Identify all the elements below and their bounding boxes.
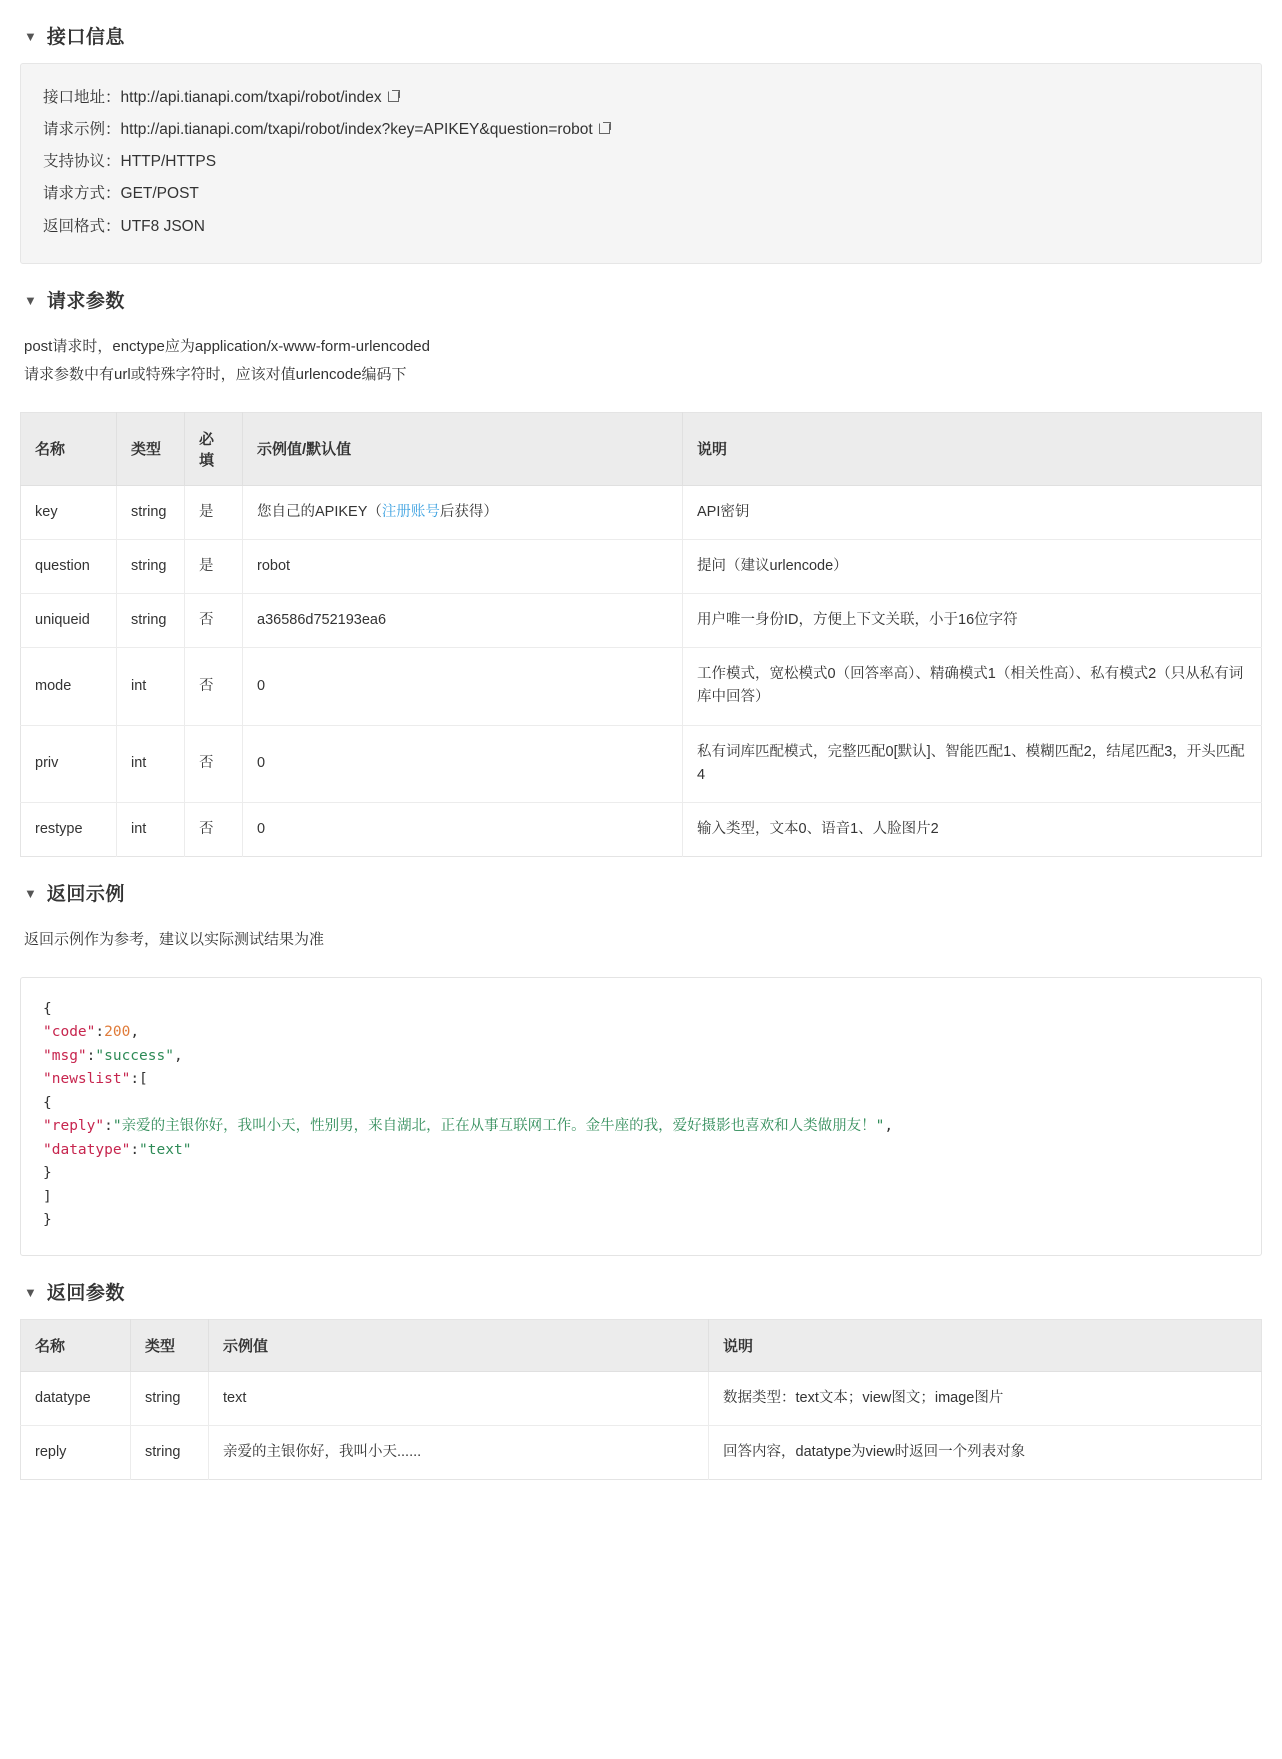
column-header-required: 必填 xyxy=(185,412,243,485)
section-header-response-params[interactable] xyxy=(20,1256,1262,1319)
column-header-example: 示例值 xyxy=(209,1319,709,1371)
external-link-icon[interactable] xyxy=(599,122,611,134)
column-header-description: 说明 xyxy=(683,412,1262,485)
cell-example: 0 xyxy=(243,725,683,802)
info-label: 支持协议： xyxy=(43,153,121,171)
register-account-link[interactable]: 注册账号 xyxy=(381,503,440,520)
code-line xyxy=(43,1139,1239,1162)
example-prefix-text: 您自己的APIKEY（ xyxy=(257,503,382,520)
cell-required: 否 xyxy=(185,725,243,802)
cell-description: 私有词库匹配模式，完整匹配0[默认]、智能匹配1、模糊匹配2，结尾匹配3，开头匹配4 xyxy=(683,725,1262,802)
cell-name: question xyxy=(21,539,117,593)
cell-description: 数据类型：text文本；view图文；image图片 xyxy=(709,1371,1262,1425)
cell-required: 否 xyxy=(185,594,243,648)
request-params-notes xyxy=(20,333,1262,390)
code-token: ] xyxy=(43,1188,52,1205)
column-header-example: 示例值/默认值 xyxy=(243,412,683,485)
table-row xyxy=(21,1371,1262,1425)
note-line: post请求时，enctype应为application/x-www-form-urlencoded xyxy=(24,337,430,355)
info-row xyxy=(43,211,1239,243)
table-row xyxy=(21,539,1262,593)
cell-type: string xyxy=(131,1371,209,1425)
info-row xyxy=(43,178,1239,210)
cell-name: reply xyxy=(21,1425,131,1479)
cell-type: int xyxy=(117,648,185,725)
table-row xyxy=(21,648,1262,725)
chevron-down-icon[interactable]: ▼ xyxy=(24,886,37,902)
chevron-down-icon[interactable]: ▼ xyxy=(24,1284,37,1300)
code-token: : xyxy=(130,1141,140,1158)
code-line xyxy=(43,1186,1239,1209)
table-row xyxy=(21,485,1262,539)
column-header-name: 名称 xyxy=(21,412,117,485)
cell-example: text xyxy=(209,1371,709,1425)
code-token: "text" xyxy=(139,1141,192,1158)
code-token: , xyxy=(884,1118,894,1135)
code-token: "亲爱的主银你好，我叫小天，性别男，来自湖北，正在从事互联网工作。金牛座的我，爱好摄影也喜欢和人类做朋友！" xyxy=(112,1118,885,1135)
response-params-table xyxy=(20,1319,1262,1480)
cell-description: 提问（建议urlencode） xyxy=(683,539,1262,593)
response-example-code xyxy=(20,977,1262,1256)
response-example-notes xyxy=(20,926,1262,955)
section-title-request-params: 请求参数 xyxy=(46,290,125,312)
table-row xyxy=(21,594,1262,648)
interface-info-box xyxy=(20,63,1262,264)
code-token: { xyxy=(43,1000,52,1017)
table-header-row xyxy=(21,1319,1262,1371)
code-line xyxy=(43,1021,1239,1044)
code-token: :[ xyxy=(130,1071,148,1088)
info-label: 请求示例： xyxy=(43,121,121,139)
code-token: } xyxy=(43,1165,52,1182)
cell-description: 工作模式，宽松模式0（回答率高）、精确模式1（相关性高）、私有模式2（只从私有词库中回答） xyxy=(683,648,1262,725)
code-line xyxy=(43,1092,1239,1115)
info-value: HTTP/HTTPS xyxy=(120,153,217,171)
cell-name: uniqueid xyxy=(21,594,117,648)
cell-required: 否 xyxy=(185,803,243,857)
section-title-interface-info: 接口信息 xyxy=(46,27,125,48)
code-token: "newslist" xyxy=(43,1071,131,1088)
info-row xyxy=(43,146,1239,178)
code-token: : xyxy=(104,1118,113,1135)
column-header-name: 名称 xyxy=(21,1319,131,1371)
code-token: "datatype" xyxy=(43,1141,131,1158)
info-value[interactable]: http://api.tianapi.com/txapi/robot/index xyxy=(120,89,382,106)
chevron-down-icon[interactable]: ▼ xyxy=(24,292,37,308)
chevron-down-icon[interactable]: ▼ xyxy=(24,29,37,44)
example-suffix-text: 后获得） xyxy=(439,503,498,520)
cell-required: 是 xyxy=(185,485,243,539)
column-header-type: 类型 xyxy=(131,1319,209,1371)
info-value[interactable]: http://api.tianapi.com/txapi/robot/index?key=APIKEY&question=robot xyxy=(120,121,593,139)
table-row xyxy=(21,803,1262,857)
code-line xyxy=(43,1068,1239,1091)
code-line xyxy=(43,998,1239,1021)
cell-description: API密钥 xyxy=(683,485,1262,539)
cell-description: 输入类型，文本0、语音1、人脸图片2 xyxy=(697,821,939,838)
cell-type: string xyxy=(117,539,185,593)
section-header-request-params[interactable] xyxy=(20,264,1262,327)
section-header-response-example[interactable] xyxy=(20,857,1262,920)
info-row xyxy=(43,114,1239,146)
note-line: 返回示例作为参考，建议以实际测试结果为准 xyxy=(24,931,325,949)
code-line xyxy=(43,1162,1239,1185)
section-header-interface-info[interactable] xyxy=(20,0,1262,63)
cell-type: string xyxy=(117,485,185,539)
code-token: , xyxy=(130,1024,140,1041)
section-title-response-example: 返回示例 xyxy=(46,884,125,906)
table-row xyxy=(21,725,1262,802)
cell-name: key xyxy=(21,485,117,539)
info-value: GET/POST xyxy=(120,185,199,203)
info-label: 请求方式： xyxy=(43,185,121,203)
info-row xyxy=(43,82,1239,114)
cell-name: datatype xyxy=(21,1371,131,1425)
request-params-table xyxy=(20,412,1262,858)
code-token: : xyxy=(95,1024,105,1041)
code-token: : xyxy=(86,1047,96,1064)
code-token: 200 xyxy=(104,1024,131,1041)
cell-type: int xyxy=(117,803,185,857)
code-line xyxy=(43,1209,1239,1232)
cell-example: 0 xyxy=(243,648,683,725)
cell-required: 是 xyxy=(185,539,243,593)
external-link-icon[interactable] xyxy=(388,90,400,102)
cell-description: 回答内容，datatype为view时返回一个列表对象 xyxy=(723,1443,1026,1460)
info-label: 返回格式： xyxy=(43,217,121,235)
info-label: 接口地址： xyxy=(43,89,121,106)
cell-type: string xyxy=(117,594,185,648)
column-header-type: 类型 xyxy=(117,412,185,485)
code-token: "code" xyxy=(43,1024,96,1041)
cell-description: 用户唯一身份ID，方便上下文关联，小于16位字符 xyxy=(683,594,1262,648)
cell-name: restype xyxy=(21,803,117,857)
code-token: "reply" xyxy=(43,1118,105,1135)
table-row xyxy=(21,1425,1262,1479)
cell-example: a36586d752193ea6 xyxy=(243,594,683,648)
cell-required: 否 xyxy=(185,648,243,725)
code-token: "success" xyxy=(95,1047,174,1064)
cell-example: robot xyxy=(243,539,683,593)
code-line xyxy=(43,1115,1239,1138)
section-title-response-params: 返回参数 xyxy=(46,1282,125,1304)
info-value: UTF8 JSON xyxy=(120,217,205,235)
cell-type: string xyxy=(131,1425,209,1479)
note-line: 请求参数中有url或特殊字符时，应该对值urlencode编码下 xyxy=(24,366,407,384)
cell-example: 0 xyxy=(243,803,683,857)
code-line xyxy=(43,1045,1239,1068)
code-token: , xyxy=(173,1047,183,1064)
cell-example xyxy=(243,485,683,539)
code-token: } xyxy=(43,1212,52,1229)
table-header-row xyxy=(21,412,1262,485)
cell-name: mode xyxy=(21,648,117,725)
cell-type: int xyxy=(117,725,185,802)
cell-name: priv xyxy=(21,725,117,802)
code-token: { xyxy=(43,1094,52,1111)
code-token: "msg" xyxy=(43,1047,87,1064)
column-header-description: 说明 xyxy=(709,1319,1262,1371)
cell-example: 亲爱的主银你好，我叫小天...... xyxy=(209,1425,709,1479)
